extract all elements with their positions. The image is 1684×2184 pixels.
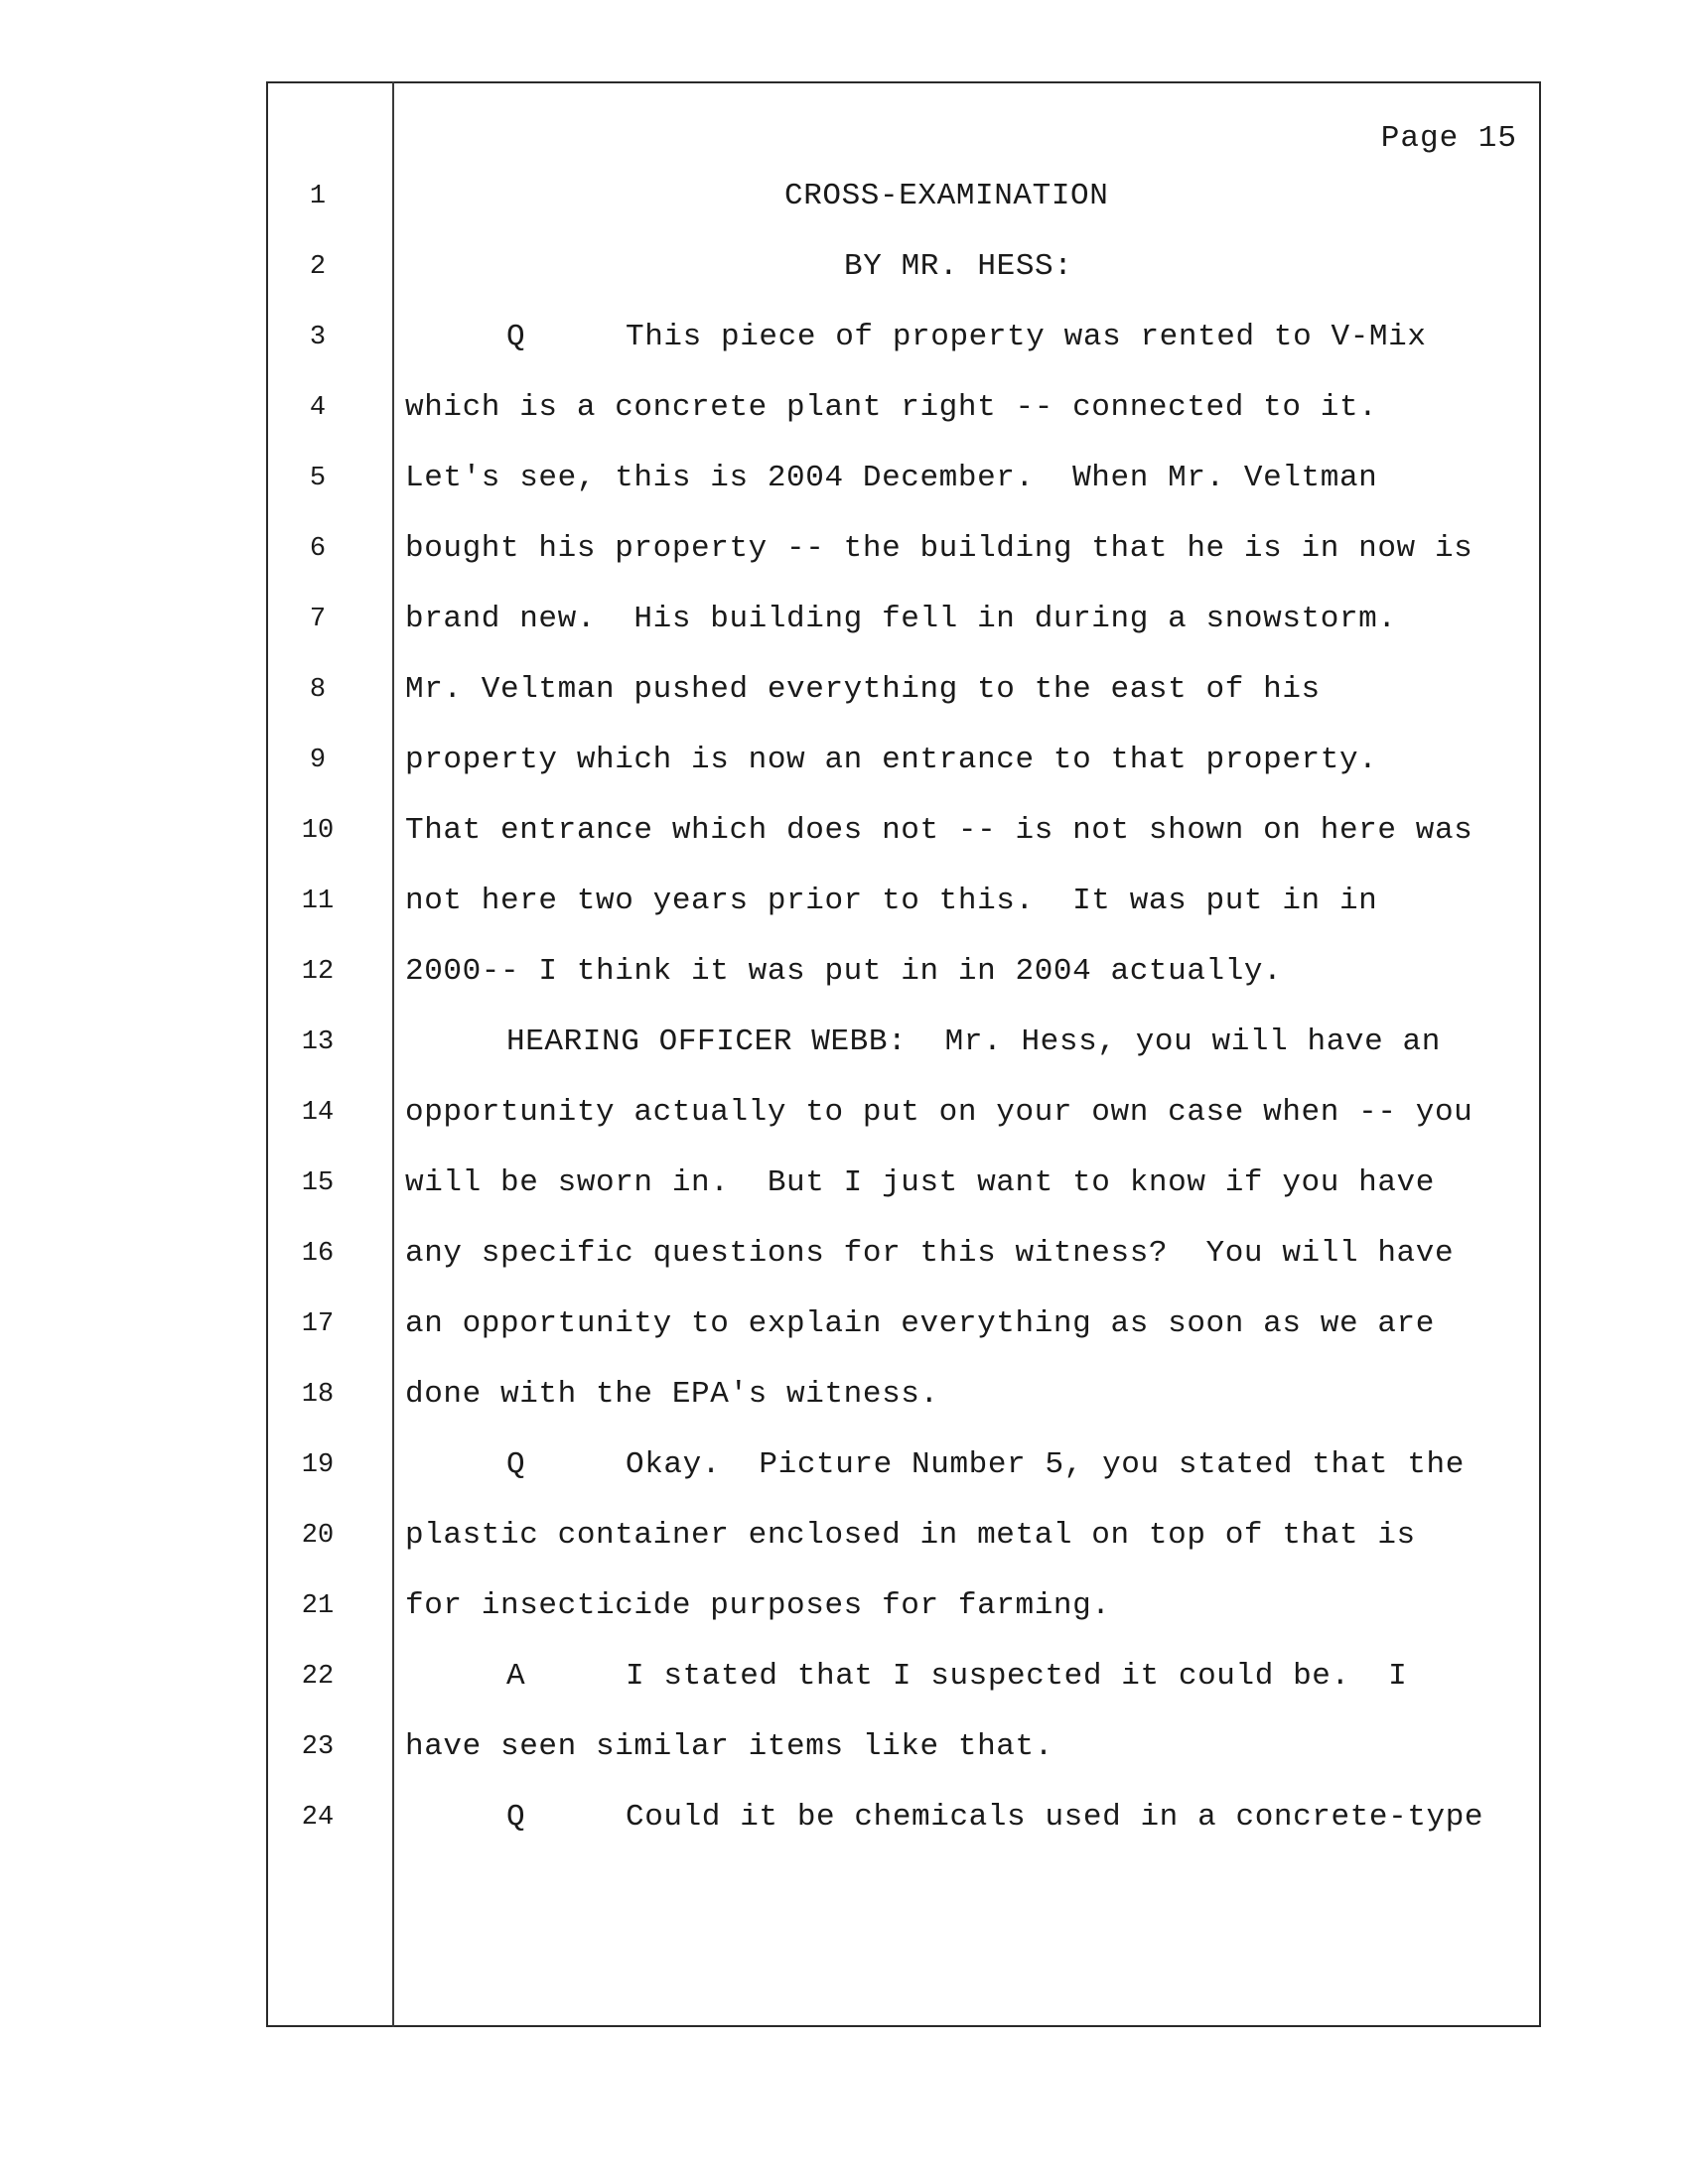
line-number: 16 — [301, 1239, 335, 1269]
line-number: 12 — [301, 957, 335, 987]
line-text: an opportunity to explain everything as soon as we are — [405, 1306, 1435, 1341]
line-text: opportunity actually to put on your own case when -- you — [405, 1095, 1474, 1130]
question-label: Q — [506, 1447, 525, 1482]
line-text: 2000-- I think it was put in in 2004 actually. — [405, 954, 1283, 989]
line-number: 17 — [301, 1309, 335, 1339]
page-number: Page 15 — [1380, 121, 1517, 156]
line-number: 9 — [309, 746, 327, 775]
line-text: Mr. Veltman pushed everything to the east of his — [405, 672, 1321, 707]
line-number-margin-rule — [392, 81, 394, 2027]
line-text: brand new. His building fell in during a snowstorm. — [405, 602, 1397, 636]
section-heading: CROSS-EXAMINATION — [784, 179, 1109, 213]
line-number: 21 — [301, 1591, 335, 1621]
line-text: any specific questions for this witness? You will have — [405, 1236, 1455, 1271]
line-text: I stated that I suspected it could be. I — [626, 1659, 1408, 1694]
line-number: 1 — [309, 182, 327, 211]
line-number: 14 — [301, 1098, 335, 1128]
line-number: 8 — [309, 675, 327, 705]
line-text: bought his property -- the building that he is in now is — [405, 531, 1474, 566]
line-number: 23 — [301, 1732, 335, 1762]
line-number: 19 — [301, 1450, 335, 1480]
line-number: 2 — [309, 252, 327, 282]
line-text: done with the EPA's witness. — [405, 1377, 939, 1412]
line-number: 22 — [301, 1662, 335, 1692]
line-number: 7 — [309, 605, 327, 634]
line-number: 24 — [301, 1803, 335, 1833]
line-number: 20 — [301, 1521, 335, 1551]
line-text: Let's see, this is 2004 December. When Mr. Veltman — [405, 461, 1378, 495]
line-text: Could it be chemicals used in a concrete-type — [626, 1800, 1484, 1835]
answer-label: A — [506, 1659, 525, 1694]
line-number: 15 — [301, 1168, 335, 1198]
line-number: 4 — [309, 393, 327, 423]
line-number: 11 — [301, 887, 335, 916]
line-text: will be sworn in. But I just want to know if you have — [405, 1165, 1435, 1200]
question-label: Q — [506, 1800, 525, 1835]
line-number: 10 — [301, 816, 335, 846]
question-label: Q — [506, 320, 525, 354]
line-text: have seen similar items like that. — [405, 1729, 1053, 1764]
line-number: 5 — [309, 464, 327, 493]
line-text: This piece of property was rented to V-Mix — [626, 320, 1427, 354]
speaker-line-text: HEARING OFFICER WEBB: Mr. Hess, you will have an — [506, 1024, 1441, 1059]
line-number: 18 — [301, 1380, 335, 1410]
line-text: That entrance which does not -- is not shown on here was — [405, 813, 1474, 848]
line-text: for insecticide purposes for farming. — [405, 1588, 1111, 1623]
line-number: 3 — [309, 323, 327, 352]
line-text: plastic container enclosed in metal on top of that is — [405, 1518, 1416, 1553]
line-text: not here two years prior to this. It was put in in — [405, 884, 1378, 918]
line-text: Okay. Picture Number 5, you stated that the — [626, 1447, 1465, 1482]
examiner-heading: BY MR. HESS: — [844, 249, 1073, 284]
line-number: 6 — [309, 534, 327, 564]
line-text: which is a concrete plant right -- connected to it. — [405, 390, 1378, 425]
line-number: 13 — [301, 1027, 335, 1057]
line-text: property which is now an entrance to that property. — [405, 743, 1378, 777]
